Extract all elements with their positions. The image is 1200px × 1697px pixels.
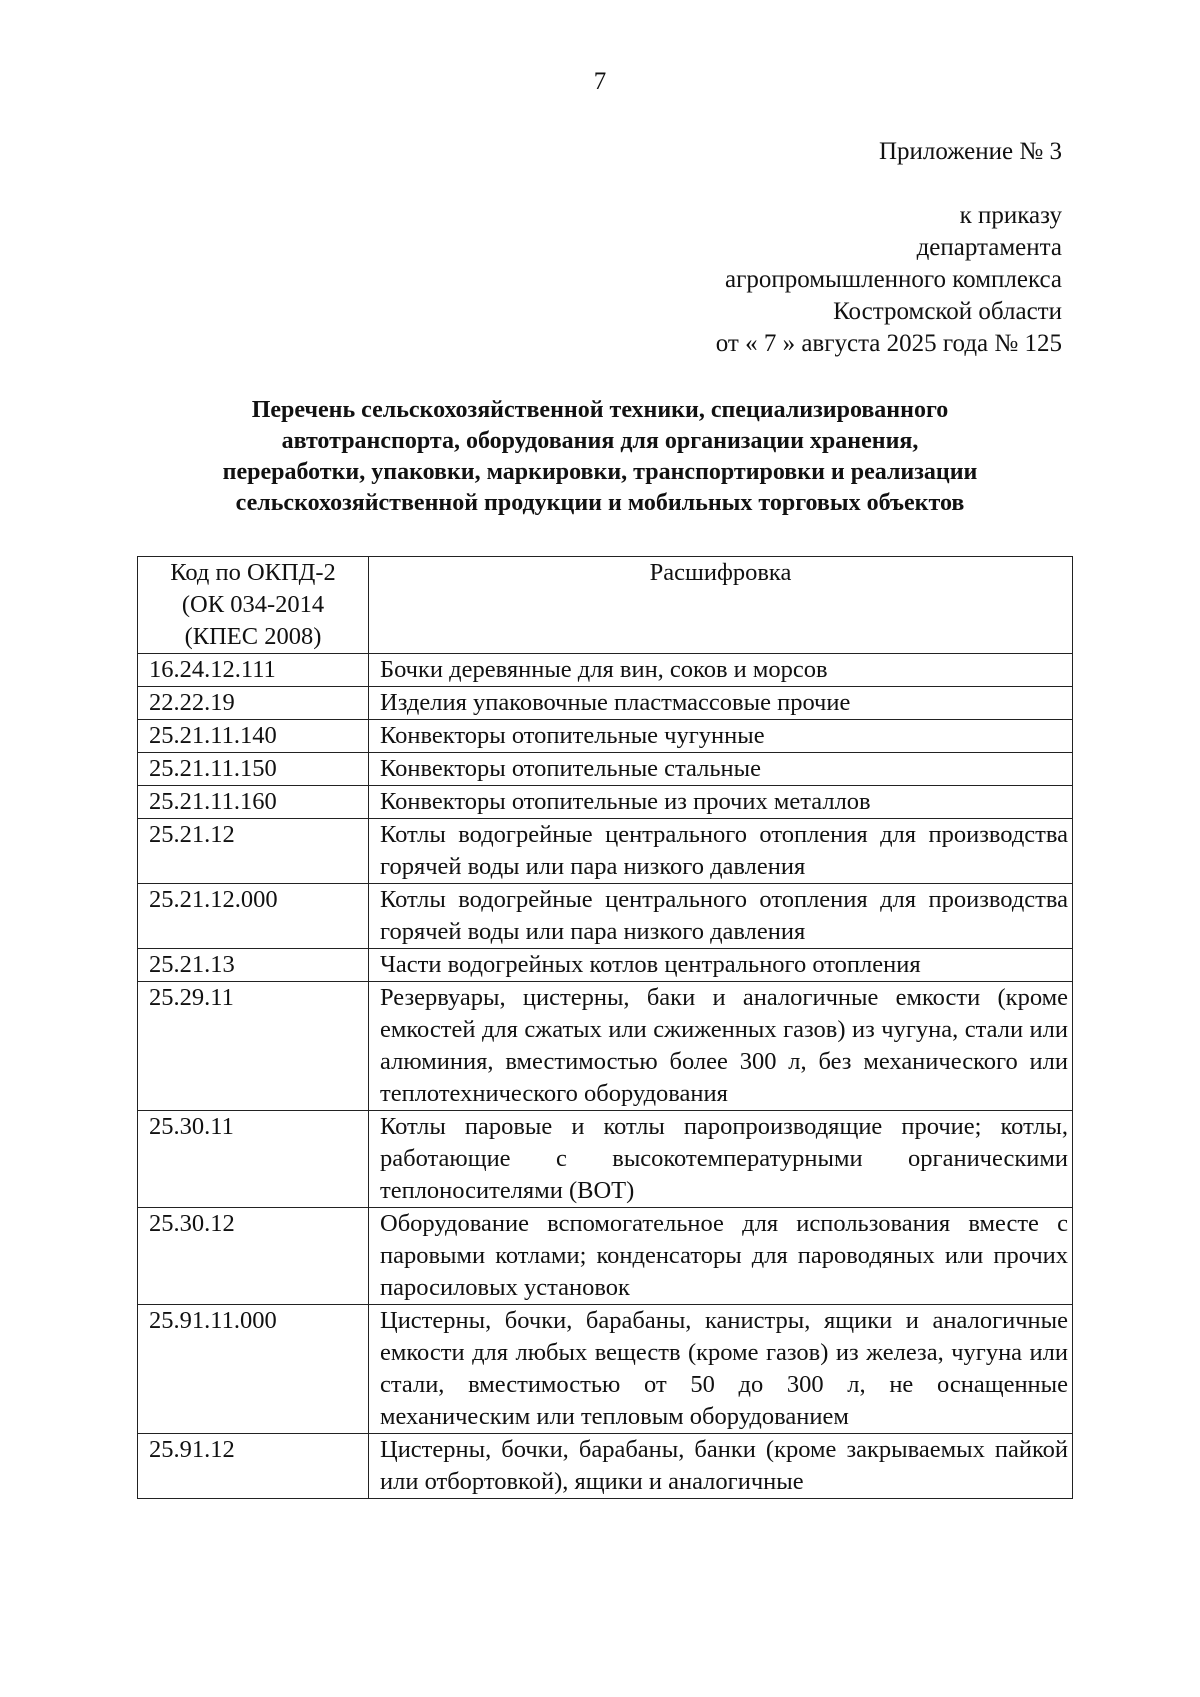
row-description: Цистерны, бочки, барабаны, банки (кроме закрываемых пайкой или отбортовкой), ящики и аналогичные (369, 1434, 1073, 1499)
row-code: 25.91.11.000 (138, 1305, 369, 1434)
title-line: Перечень сельскохозяйственной техники, специализированного (251, 397, 949, 423)
table-row (138, 819, 1073, 884)
title-line: автотранспорта, оборудования для организации хранения, (281, 428, 919, 454)
row-description: Котлы паровые и котлы паропроизводящие прочие; котлы, работающие с высокотемпературными органическими теплоносителями (ВОТ) (369, 1111, 1073, 1208)
table-row (138, 720, 1073, 753)
table-row (138, 687, 1073, 720)
header-description: Расшифровка (369, 557, 1073, 654)
order-line: от « 7 » августа 2025 года № 125 (715, 330, 1062, 357)
row-code: 22.22.19 (138, 687, 369, 720)
row-code: 25.21.11.140 (138, 720, 369, 753)
row-description: Котлы водогрейные центрального отопления для производства горячей воды или пара низкого давления (369, 884, 1073, 949)
page-number: 7 (593, 68, 607, 95)
table-row (138, 982, 1073, 1111)
table-row (138, 786, 1073, 819)
table-row (138, 1111, 1073, 1208)
order-line: Костромской области (833, 298, 1062, 325)
row-description: Оборудование вспомогательное для использования вместе с паровыми котлами; конденсаторы для пароводяных или прочих паросиловых установок (369, 1208, 1073, 1305)
row-code: 25.21.11.150 (138, 753, 369, 786)
row-description: Конвекторы отопительные стальные (369, 753, 1073, 786)
order-reference (716, 200, 1062, 360)
table-row (138, 1305, 1073, 1434)
row-code: 16.24.12.111 (138, 654, 369, 687)
title-line: сельскохозяйственной продукции и мобильных торговых объектов (235, 490, 965, 516)
row-description: Изделия упаковочные пластмассовые прочие (369, 687, 1073, 720)
document-title (150, 395, 1050, 519)
title-line: переработки, упаковки, маркировки, транспортировки и реализации (222, 459, 978, 485)
row-code: 25.21.11.160 (138, 786, 369, 819)
table-row (138, 1434, 1073, 1499)
row-description: Котлы водогрейные центрального отопления для производства горячей воды или пара низкого давления (369, 819, 1073, 884)
row-code: 25.21.12.000 (138, 884, 369, 949)
table-row (138, 753, 1073, 786)
row-description: Конвекторы отопительные чугунные (369, 720, 1073, 753)
table-header-row (138, 557, 1073, 654)
row-description: Бочки деревянные для вин, соков и морсов (369, 654, 1073, 687)
row-code: 25.91.12 (138, 1434, 369, 1499)
table-row (138, 884, 1073, 949)
header-code-line: (КПЕС 2008) (184, 623, 322, 650)
row-code: 25.29.11 (138, 982, 369, 1111)
row-code: 25.30.11 (138, 1111, 369, 1208)
row-code: 25.30.12 (138, 1208, 369, 1305)
header-code (138, 557, 369, 654)
order-line: к приказу (959, 202, 1062, 229)
row-code: 25.21.12 (138, 819, 369, 884)
table-row (138, 949, 1073, 982)
header-code-line: Код по ОКПД-2 (170, 559, 336, 586)
row-description: Резервуары, цистерны, баки и аналогичные емкости (кроме емкостей для сжатых или сжиженных газов) из чугуна, стали или алюминия, вместимостью более 300 л, без механического или теплотехнического оборудования (369, 982, 1073, 1111)
table-row (138, 1208, 1073, 1305)
order-line: агропромышленного комплекса (724, 266, 1062, 293)
row-code: 25.21.13 (138, 949, 369, 982)
header-code-line: (ОК 034-2014 (181, 591, 325, 618)
row-description: Конвекторы отопительные из прочих металлов (369, 786, 1073, 819)
row-description: Цистерны, бочки, барабаны, канистры, ящики и аналогичные емкости для любых веществ (кроме газов) из железа, чугуна или стали, вместимостью от 50 до 300 л, не оснащенные механическим или тепловым оборудованием (369, 1305, 1073, 1434)
order-line: департамента (916, 234, 1062, 261)
row-description: Части водогрейных котлов центрального отопления (369, 949, 1073, 982)
table-row (138, 654, 1073, 687)
okpd-table (137, 556, 1073, 1499)
appendix-label: Приложение № 3 (878, 138, 1062, 165)
